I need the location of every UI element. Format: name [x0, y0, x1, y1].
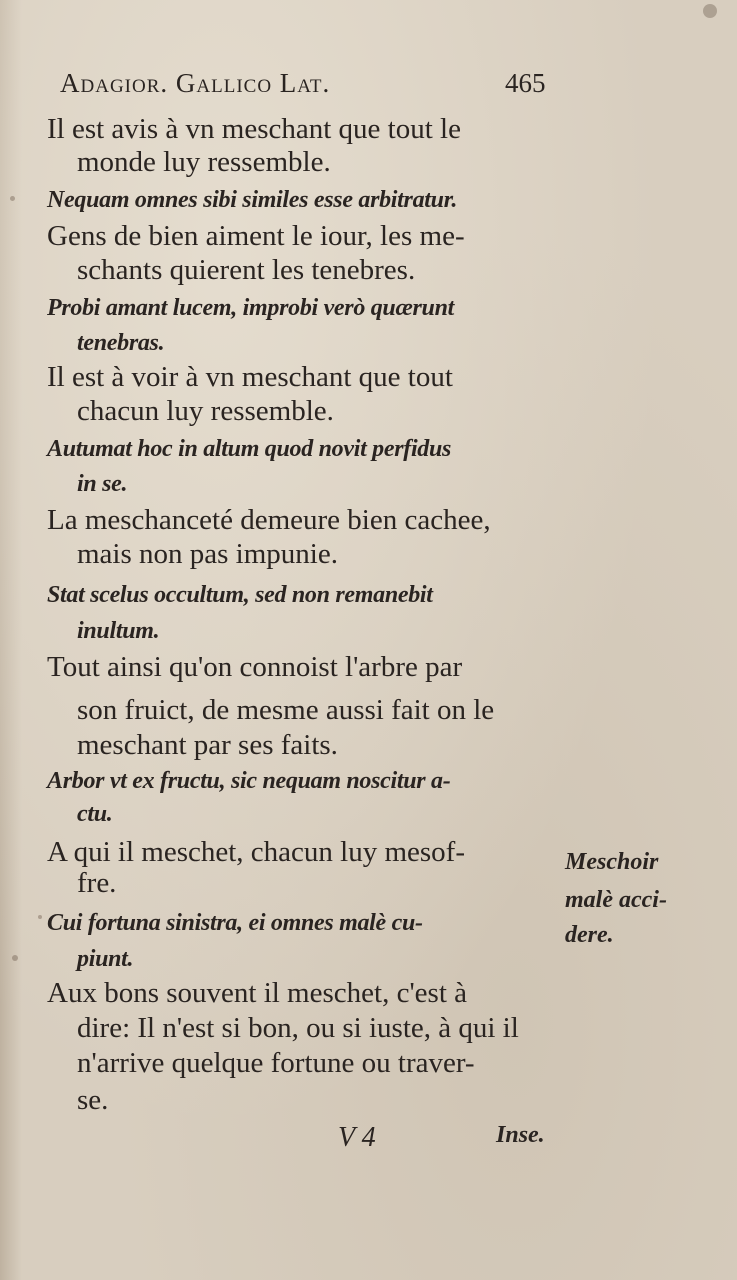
latin-line: Autumat hoc in altum quod novit perfidus — [47, 436, 452, 462]
french-line: se. — [77, 1084, 109, 1116]
french-line: schants quierent les tenebres. — [77, 254, 416, 286]
french-line: mais non pas impunie. — [77, 538, 338, 570]
ink-speck — [12, 955, 18, 961]
french-line: meschant par ses faits. — [77, 729, 338, 761]
margin-note-line: Meschoir — [565, 849, 659, 875]
french-line: dire: Il n'est si bon, ou si iuste, à qui il — [77, 1012, 519, 1044]
latin-line: Stat scelus occultum, sed non remanebit — [47, 582, 433, 608]
margin-note-line: dere. — [565, 922, 614, 948]
french-line: monde luy ressemble. — [77, 146, 331, 178]
page-number: 465 — [505, 68, 546, 98]
french-line: La meschanceté demeure bien cachee, — [47, 504, 491, 536]
french-line: chacun luy ressemble. — [77, 395, 334, 427]
latin-line: in se. — [77, 471, 128, 497]
french-line: Gens de bien aiment le iour, les me- — [47, 220, 465, 252]
ink-speck — [703, 4, 717, 18]
running-head-title: Adagior. Gallico Lat. — [60, 68, 331, 98]
latin-line: Probi amant lucem, improbi verò quærunt — [47, 295, 455, 321]
latin-line: Arbor vt ex fructu, sic nequam noscitur a- — [47, 768, 451, 794]
ink-speck — [10, 196, 15, 201]
latin-line: ctu. — [77, 801, 113, 827]
french-line: fre. — [77, 867, 117, 899]
margin-note-line: malè acci- — [565, 887, 667, 913]
latin-line: tenebras. — [77, 330, 165, 356]
ink-speck — [38, 915, 42, 919]
french-line: Il est avis à vn meschant que tout le — [47, 113, 461, 145]
french-line: Aux bons souvent il meschet, c'est à — [47, 977, 468, 1009]
latin-line: inultum. — [77, 618, 160, 644]
latin-line: Cui fortuna sinistra, ei omnes malè cu- — [47, 910, 423, 936]
latin-line: Nequam omnes sibi similes esse arbitratur. — [47, 187, 458, 213]
running-head — [60, 68, 560, 99]
french-line: n'arrive quelque fortune ou traver- — [77, 1047, 475, 1079]
french-line: A qui il meschet, chacun luy mesof- — [47, 836, 465, 868]
signature-mark: V 4 — [338, 1122, 376, 1153]
french-line: Il est à voir à vn meschant que tout — [47, 361, 453, 393]
latin-line: piunt. — [77, 946, 134, 972]
catchword: Inse. — [496, 1122, 545, 1148]
french-line: son fruict, de mesme aussi fait on le — [77, 694, 495, 726]
french-line: Tout ainsi qu'on connoist l'arbre par — [47, 651, 463, 683]
